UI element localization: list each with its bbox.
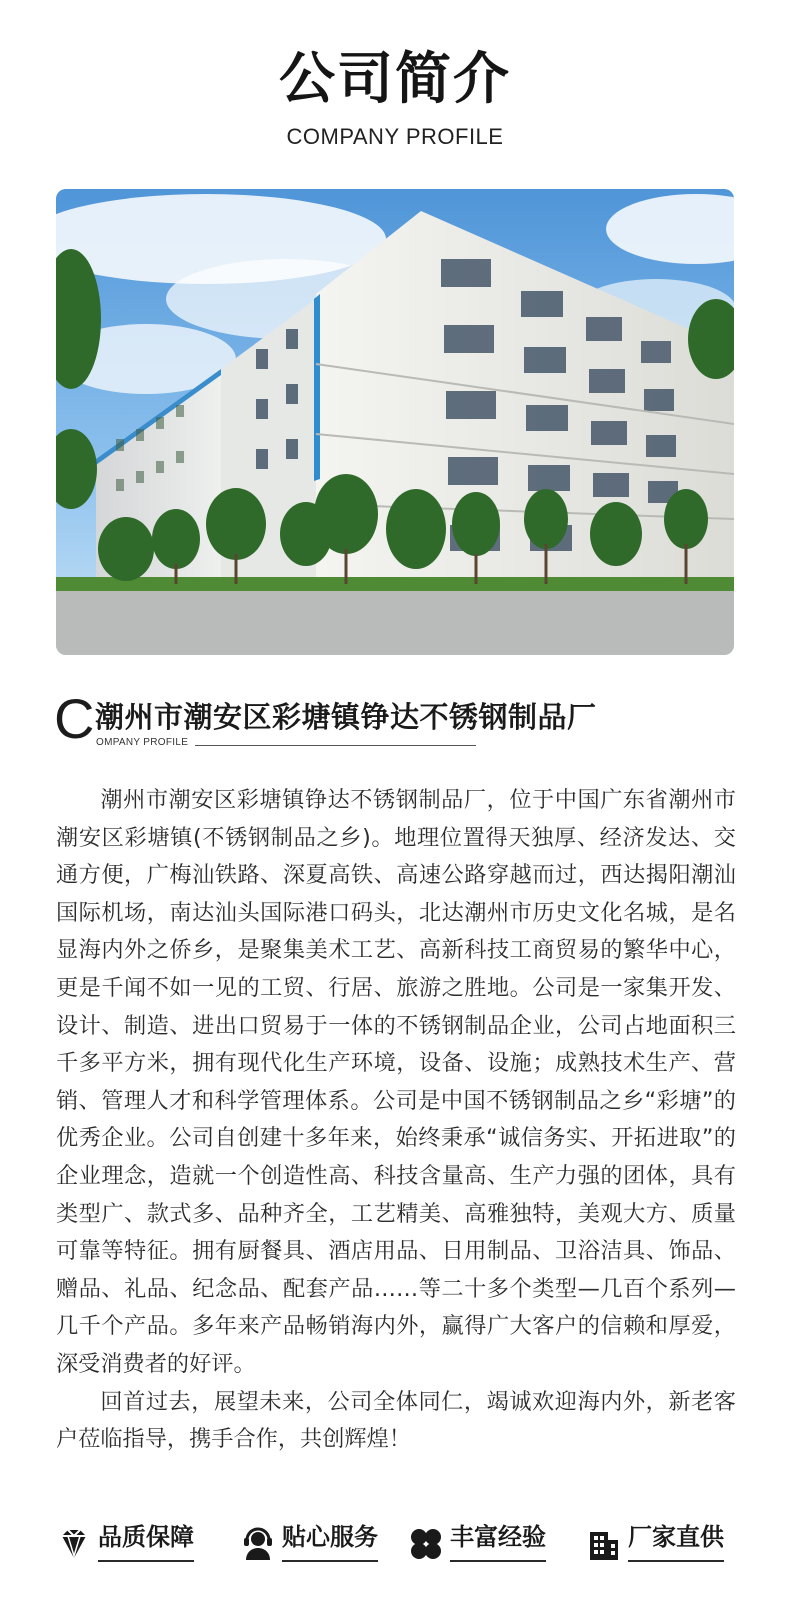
page-subtitle: COMPANY PROFILE (286, 124, 504, 149)
feature-underline (450, 1560, 546, 1562)
diamond-icon (56, 1526, 92, 1562)
intro-paragraph-1: 潮州市潮安区彩塘镇铮达不锈钢制品厂，位于中国广东省潮州市潮安区彩塘镇(不锈钢制品之乡)。地理位置得天独厚、经济发达、交通方便，广梅汕铁路、深夏高铁、高速公路穿越而过，西达揭阳潮汕国际机场，南达汕头国际港口码头，北达潮州市历史文化名城，是名显海内外之侨乡，是聚集美术工艺、高新科技工商贸易的繁华中心，更是千闻不如一见的工贸、行居、旅游之胜地。公司是一家集开发、设计、制造、进出口贸易于一体的不锈钢制品企业，公司占地面积三千多平方米，拥有现代化生产环境，设备、设施；成熟技术生产、营销、管理人才和科学管理体系。公司是中国不锈钢制品之乡“彩塘”的优秀企业。公司自创建十多年来，始终秉承“诚信务实、开拓进取”的企业理念，造就一个创造性高、科技含量高、生产力强的团体，具有类型广、款式多、品种齐全，工艺精美、高雅独特，美观大方、质量可靠等特征。拥有厨餐具、酒店用品、日用制品、卫浴洁具、饰品、赠品、礼品、纪念品、配套产品……等二十多个类型—几百个系列—几千个产品。多年来产品畅销海内外，赢得广大客户的信赖和厚爱，深受消费者的好评。 (56, 787, 736, 1377)
company-heading (54, 687, 734, 755)
four-petal-icon (408, 1526, 444, 1562)
feature-underline (98, 1560, 194, 1562)
feature-bar (56, 1516, 736, 1572)
feature-label: 丰富经验 (450, 1523, 546, 1551)
company-initial: C (54, 687, 95, 750)
factory-photo (56, 189, 734, 655)
feature-label: 厂家直供 (628, 1523, 724, 1551)
feature-label: 品质保障 (98, 1523, 194, 1551)
customer-service-icon (240, 1526, 276, 1562)
intro-text (56, 782, 736, 1459)
page-title: 公司简介 (279, 47, 511, 112)
heading-divider (195, 745, 476, 746)
building-icon (586, 1526, 622, 1562)
intro-paragraph-2: 回首过去，展望未来，公司全体同仁，竭诚欢迎海内外，新老客户莅临指导，携手合作，共创辉煌！ (56, 1388, 736, 1453)
feature-underline (282, 1560, 378, 1562)
feature-underline (628, 1560, 724, 1562)
company-name: 潮州市潮安区彩塘镇铮达不锈钢制品厂 (95, 700, 597, 734)
company-sub-label: OMPANY PROFILE (96, 737, 189, 748)
feature-label: 贴心服务 (282, 1523, 378, 1551)
